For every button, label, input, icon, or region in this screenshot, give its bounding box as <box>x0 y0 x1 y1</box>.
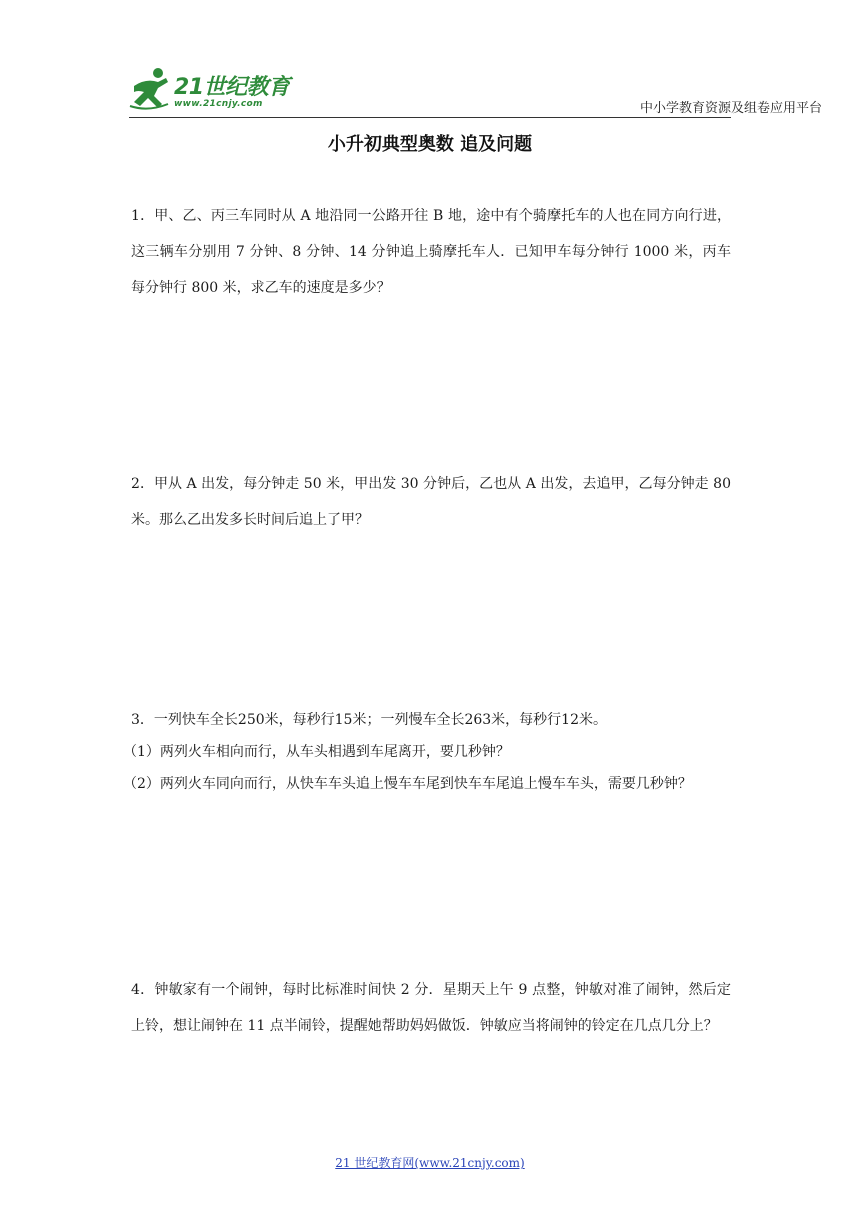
question-3 <box>123 704 731 800</box>
logo-url: www.21cnjy.com <box>174 99 263 109</box>
question-1 <box>131 198 731 306</box>
sub-question: （1）两列火车相向而行，从车头相遇到车尾离开，要几秒钟？ <box>123 744 510 760</box>
question-4 <box>131 972 731 1044</box>
footer-link[interactable]: 21 世纪教育网(www.21cnjy.com) <box>335 1156 525 1170</box>
question-2 <box>131 466 731 538</box>
sub-question: （2）两列火车同向而行，从快车车头追上慢车车尾到快车车尾追上慢车车头，需要几秒钟？ <box>123 776 692 792</box>
question-text: 1．甲、乙、丙三车同时从 A 地沿同一公路开往 B 地，途中有个骑摩托车的人也在同方向行进，这三辆车分别用 7 分钟、8 分钟、14 分钟追上骑摩托车人．已知甲车每分钟行 1000 米，丙车每分钟行 800 米，求乙车的速度是多少？ <box>131 208 731 296</box>
question-text: 4．钟敏家有一个闹钟，每时比标准时间快 2 分．星期天上午 9 点整，钟敏对准了闹钟，然后定上铃，想让闹钟在 11 点半闹铃，提醒她帮助妈妈做饭．钟敏应当将闹钟的铃定在几点几分上？ <box>131 982 731 1034</box>
question-text: 3．一列快车全长250米，每秒行15米；一列慢车全长263米，每秒行12米。 <box>131 712 607 728</box>
logo <box>128 66 298 116</box>
page-header <box>0 0 860 125</box>
page-title: 小升初典型奥数 追及问题 <box>327 134 533 155</box>
logo-text: 21世纪教育 <box>174 75 290 100</box>
platform-name: 中小学教育资源及组卷应用平台 <box>639 101 822 116</box>
question-text: 2．甲从 A 出发，每分钟走 50 米，甲出发 30 分钟后，乙也从 A 出发，去追甲，乙每分钟走 80 米。那么乙出发多长时间后追上了甲？ <box>131 476 731 528</box>
runner-logo-icon <box>128 66 176 112</box>
header-divider <box>129 117 731 118</box>
